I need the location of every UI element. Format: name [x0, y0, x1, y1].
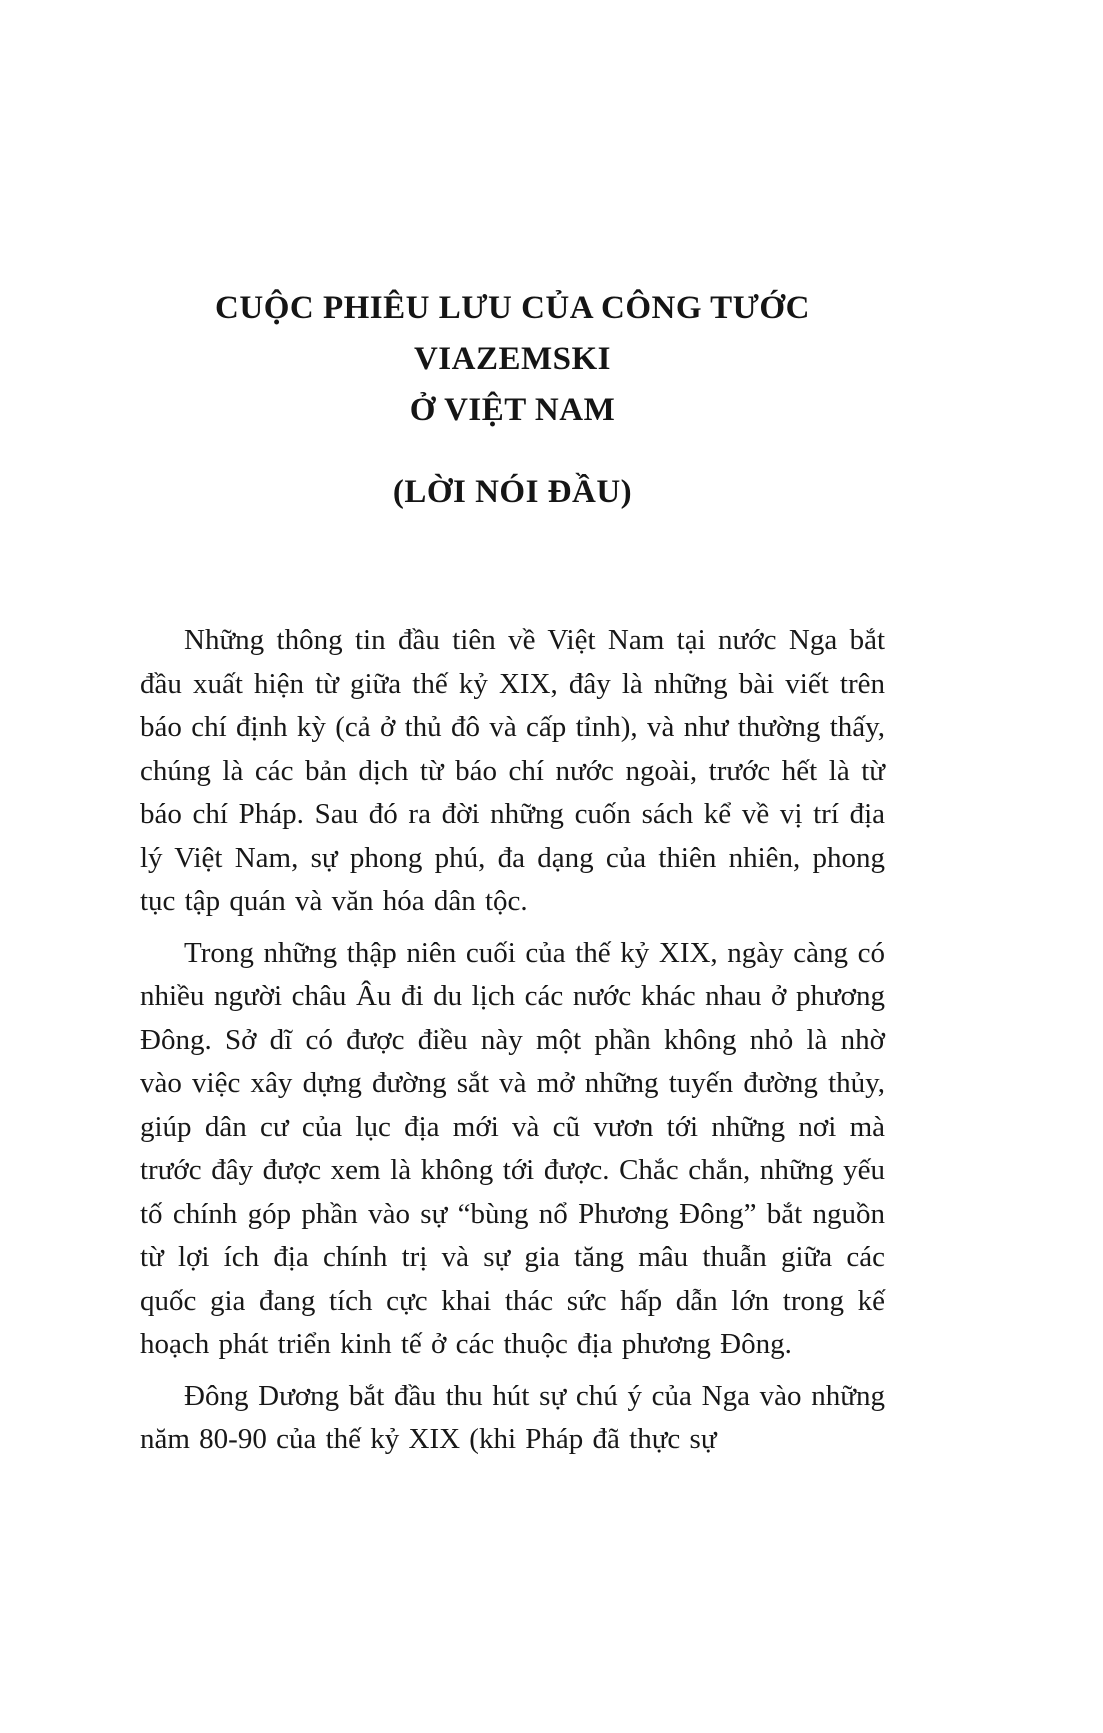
chapter-title-line1: CUỘC PHIÊU LƯU CỦA CÔNG TƯỚC VIAZEMSKI [215, 290, 810, 378]
paragraph-2: Trong những thập niên cuối của thế kỷ XIX, ngày càng có nhiều người châu Âu đi du lịch các nước khác nhau ở phương Đông. Sở dĩ có được điều này một phần không nhỏ là nhờ vào việc xây dựng đường sắt và mở những tuyến đường thủy, giúp dân cư của lục địa mới và cũ vươn tới những nơi mà trước đây được xem là không tới được. Chắc chắn, những yếu tố chính góp phần vào sự “bùng nổ Phương Đông” bắt nguồn từ lợi ích địa chính trị và sự gia tăng mâu thuẫn giữa các quốc gia đang tích cực khai thác sức hấp dẫn lớn trong kế hoạch phát triển kinh tế ở các thuộc địa phương Đông. [140, 936, 885, 1361]
chapter-title-line2: Ở VIỆT NAM [409, 392, 616, 429]
body-text [140, 619, 885, 1462]
paragraph-1: Những thông tin đầu tiên về Việt Nam tại nước Nga bắt đầu xuất hiện từ giữa thế kỷ XIX, đây là những bài viết trên báo chí định kỳ (cả ở thủ đô và cấp tỉnh), và như thường thấy, chúng là các bản dịch từ báo chí nước ngoài, trước hết là từ báo chí Pháp. Sau đó ra đời những cuốn sách kể về vị trí địa lý Việt Nam, sự phong phú, đa dạng của thiên nhiên, phong tục tập quán và văn hóa dân tộc. [140, 624, 885, 918]
paragraph-3: Đông Dương bắt đầu thu hút sự chú ý của Nga vào những năm 80-90 của thế kỷ XIX (khi Pháp đã thực sự [140, 1379, 885, 1456]
chapter-title [140, 283, 885, 436]
chapter-subtitle: (LỜI NÓI ĐẦU) [392, 474, 633, 511]
